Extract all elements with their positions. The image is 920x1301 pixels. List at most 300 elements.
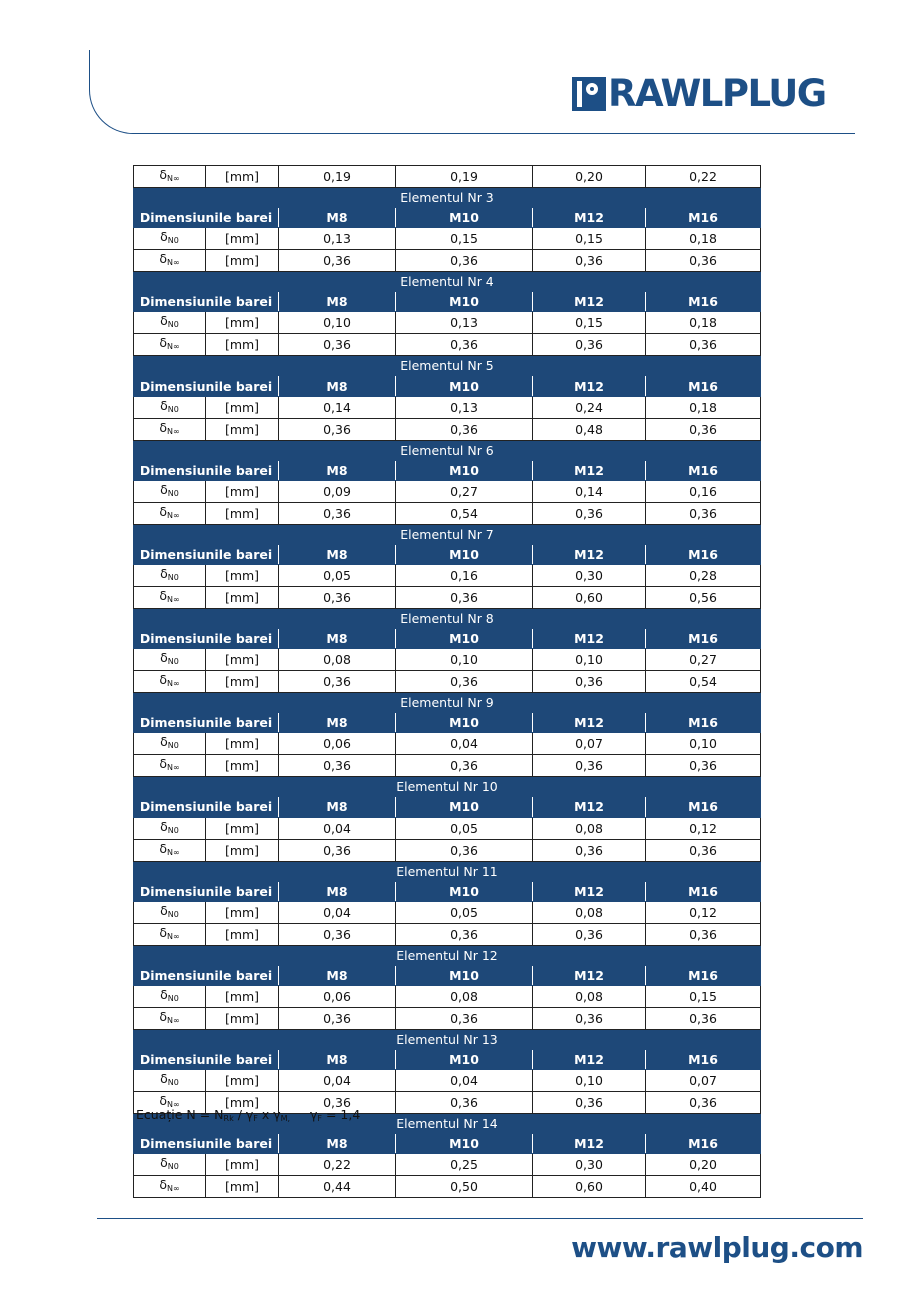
symbol-subscript: N0 — [167, 993, 179, 1003]
header-label: Dimensiunile barei — [134, 881, 279, 901]
value-cell: 0,04 — [279, 1070, 396, 1092]
symbol: δ — [159, 587, 167, 603]
symbol: δ — [159, 251, 167, 267]
symbol-cell — [134, 228, 206, 250]
value-cell: 0,14 — [533, 480, 646, 502]
value-cell: 0,50 — [396, 1176, 533, 1198]
symbol-subscript: N∞ — [167, 510, 180, 520]
value-cell: 0,15 — [533, 228, 646, 250]
value-cell: 0,28 — [646, 564, 761, 586]
symbol-subscript: N0 — [167, 825, 179, 835]
symbol-cell — [134, 839, 206, 861]
value-cell: 0,04 — [396, 733, 533, 755]
unit-cell: [mm] — [206, 901, 279, 923]
table-row — [134, 564, 761, 586]
section-title: Elementul Nr 10 — [134, 777, 761, 797]
unit-cell: [mm] — [206, 1007, 279, 1029]
value-cell: 0,60 — [533, 1176, 646, 1198]
value-cell: 0,15 — [533, 312, 646, 334]
value-cell: 0,36 — [279, 418, 396, 440]
symbol: δ — [160, 650, 168, 666]
size-header: M8 — [279, 1134, 396, 1154]
value-cell: 0,13 — [279, 228, 396, 250]
value-cell: 0,10 — [533, 1070, 646, 1092]
value-cell: 0,36 — [279, 1007, 396, 1029]
symbol-subscript: N∞ — [167, 847, 180, 857]
value-cell: 0,36 — [279, 839, 396, 861]
value-cell: 0,36 — [533, 502, 646, 524]
value-cell: 0,19 — [396, 166, 533, 188]
unit-cell: [mm] — [206, 733, 279, 755]
value-cell: 0,08 — [279, 649, 396, 671]
value-cell: 0,18 — [646, 396, 761, 418]
section-title-row — [134, 524, 761, 544]
section-title: Elementul Nr 6 — [134, 440, 761, 460]
value-cell: 0,10 — [646, 733, 761, 755]
symbol-subscript: N0 — [167, 572, 179, 582]
size-header: M8 — [279, 965, 396, 985]
symbol-subscript: N0 — [167, 657, 179, 667]
header-row — [134, 376, 761, 396]
section-title: Elementul Nr 13 — [134, 1029, 761, 1049]
value-cell: 0,36 — [396, 250, 533, 272]
unit-cell: [mm] — [206, 1092, 279, 1114]
header-row — [134, 797, 761, 817]
symbol-cell — [134, 418, 206, 440]
unit-cell: [mm] — [206, 817, 279, 839]
value-cell: 0,40 — [646, 1176, 761, 1198]
header-label: Dimensiunile barei — [134, 629, 279, 649]
header-label: Dimensiunile barei — [134, 208, 279, 228]
table-row — [134, 649, 761, 671]
value-cell: 0,09 — [279, 480, 396, 502]
table-row — [134, 1007, 761, 1029]
value-cell: 0,24 — [533, 396, 646, 418]
value-cell: 0,19 — [279, 166, 396, 188]
table-row — [134, 1154, 761, 1176]
section-title-row — [134, 608, 761, 628]
symbol-subscript: N0 — [167, 404, 179, 414]
value-cell: 0,54 — [396, 502, 533, 524]
section-title: Elementul Nr 11 — [134, 861, 761, 881]
table-row — [134, 396, 761, 418]
size-header: M16 — [646, 629, 761, 649]
section-title-row — [134, 440, 761, 460]
value-cell: 0,07 — [533, 733, 646, 755]
table-row — [134, 502, 761, 524]
section-title: Elementul Nr 4 — [134, 272, 761, 292]
symbol-cell — [134, 985, 206, 1007]
value-cell: 0,27 — [646, 649, 761, 671]
footer-divider — [97, 1218, 863, 1219]
value-cell: 0,22 — [646, 166, 761, 188]
size-header: M16 — [646, 544, 761, 564]
symbol-cell — [134, 1007, 206, 1029]
unit-cell: [mm] — [206, 564, 279, 586]
size-header: M8 — [279, 1049, 396, 1069]
value-cell: 0,16 — [646, 480, 761, 502]
symbol-cell — [134, 755, 206, 777]
header-label: Dimensiunile barei — [134, 460, 279, 480]
size-header: M12 — [533, 1134, 646, 1154]
value-cell: 0,36 — [279, 502, 396, 524]
value-cell: 0,36 — [646, 334, 761, 356]
value-cell: 0,36 — [533, 671, 646, 693]
logo-text: RAWLPLUG — [608, 72, 826, 115]
value-cell: 0,27 — [396, 480, 533, 502]
table-row — [134, 166, 761, 188]
unit-cell: [mm] — [206, 480, 279, 502]
header-row — [134, 1134, 761, 1154]
symbol-subscript: N∞ — [167, 1015, 180, 1025]
header-label: Dimensiunile barei — [134, 1134, 279, 1154]
value-cell: 0,08 — [533, 817, 646, 839]
symbol-cell — [134, 901, 206, 923]
value-cell: 0,36 — [396, 671, 533, 693]
size-header: M10 — [396, 544, 533, 564]
unit-cell: [mm] — [206, 1070, 279, 1092]
size-header: M16 — [646, 208, 761, 228]
size-header: M12 — [533, 713, 646, 733]
value-cell: 0,08 — [533, 985, 646, 1007]
header-row — [134, 629, 761, 649]
value-cell: 0,36 — [396, 839, 533, 861]
header-label: Dimensiunile barei — [134, 797, 279, 817]
symbol-cell — [134, 396, 206, 418]
symbol-subscript: N∞ — [167, 426, 180, 436]
value-cell: 0,36 — [396, 1092, 533, 1114]
value-cell: 0,36 — [279, 250, 396, 272]
size-header: M10 — [396, 292, 533, 312]
value-cell: 0,18 — [646, 312, 761, 334]
size-header: M8 — [279, 292, 396, 312]
value-cell: 0,07 — [646, 1070, 761, 1092]
section-title-row — [134, 777, 761, 797]
value-cell: 0,54 — [646, 671, 761, 693]
section-title-row — [134, 1029, 761, 1049]
unit-cell: [mm] — [206, 166, 279, 188]
size-header: M16 — [646, 376, 761, 396]
size-header: M8 — [279, 460, 396, 480]
symbol: δ — [160, 229, 168, 245]
value-cell: 0,12 — [646, 901, 761, 923]
symbol: δ — [160, 1155, 168, 1171]
size-header: M8 — [279, 544, 396, 564]
size-header: M10 — [396, 629, 533, 649]
section-title-row — [134, 188, 761, 208]
value-cell: 0,20 — [533, 166, 646, 188]
size-header: M12 — [533, 1049, 646, 1069]
symbol-cell — [134, 817, 206, 839]
header-label: Dimensiunile barei — [134, 292, 279, 312]
header-row — [134, 881, 761, 901]
header-label: Dimensiunile barei — [134, 965, 279, 985]
section-title-row — [134, 945, 761, 965]
symbol: δ — [159, 167, 167, 182]
value-cell: 0,06 — [279, 985, 396, 1007]
symbol-subscript: N∞ — [167, 594, 180, 604]
header-row — [134, 1049, 761, 1069]
value-cell: 0,36 — [396, 586, 533, 608]
size-header: M10 — [396, 1134, 533, 1154]
symbol-subscript: N0 — [167, 741, 179, 751]
symbol-cell — [134, 923, 206, 945]
header-row — [134, 292, 761, 312]
value-cell: 0,25 — [396, 1154, 533, 1176]
value-cell: 0,36 — [646, 839, 761, 861]
value-cell: 0,13 — [396, 312, 533, 334]
size-header: M10 — [396, 460, 533, 480]
value-cell: 0,30 — [533, 1154, 646, 1176]
website-link[interactable]: www.rawlplug.com — [571, 1231, 863, 1264]
symbol-cell — [134, 1154, 206, 1176]
table-row — [134, 923, 761, 945]
value-cell: 0,36 — [533, 1007, 646, 1029]
symbol-cell — [134, 586, 206, 608]
unit-cell: [mm] — [206, 649, 279, 671]
unit-cell: [mm] — [206, 250, 279, 272]
size-header: M16 — [646, 713, 761, 733]
symbol-cell — [134, 564, 206, 586]
size-header: M8 — [279, 208, 396, 228]
table-row — [134, 755, 761, 777]
unit-cell: [mm] — [206, 1154, 279, 1176]
symbol: δ — [159, 840, 167, 856]
symbol: δ — [160, 397, 168, 413]
header-row — [134, 460, 761, 480]
unit-cell: [mm] — [206, 586, 279, 608]
unit-cell: [mm] — [206, 334, 279, 356]
symbol: δ — [159, 503, 167, 519]
size-header: M12 — [533, 292, 646, 312]
value-cell: 0,36 — [396, 1007, 533, 1029]
symbol-subscript: N∞ — [167, 931, 180, 941]
table-row — [134, 228, 761, 250]
value-cell: 0,15 — [396, 228, 533, 250]
symbol-cell — [134, 250, 206, 272]
unit-cell: [mm] — [206, 755, 279, 777]
value-cell: 0,36 — [396, 923, 533, 945]
symbol-cell — [134, 334, 206, 356]
value-cell: 0,18 — [646, 228, 761, 250]
symbol: δ — [160, 565, 168, 581]
symbol-cell — [134, 1070, 206, 1092]
unit-cell: [mm] — [206, 671, 279, 693]
size-header: M12 — [533, 460, 646, 480]
value-cell: 0,05 — [279, 564, 396, 586]
table-row — [134, 312, 761, 334]
value-cell: 0,06 — [279, 733, 396, 755]
table-row — [134, 901, 761, 923]
symbol: δ — [159, 924, 167, 940]
value-cell: 0,12 — [646, 817, 761, 839]
table-row — [134, 418, 761, 440]
value-cell: 0,36 — [646, 502, 761, 524]
symbol-cell — [134, 671, 206, 693]
section-title: Elementul Nr 8 — [134, 608, 761, 628]
equation-note: Ecuație $N = N_{Rk} / \gamma_F$ x $\gamma_{M,}$ $\gamma_F = 1,4$ — [136, 1107, 361, 1123]
value-cell: 0,36 — [533, 250, 646, 272]
size-header: M10 — [396, 208, 533, 228]
value-cell: 0,44 — [279, 1176, 396, 1198]
symbol-subscript: N∞ — [167, 1184, 180, 1194]
size-header: M12 — [533, 881, 646, 901]
value-cell: 0,04 — [279, 817, 396, 839]
size-header: M16 — [646, 965, 761, 985]
table-row — [134, 671, 761, 693]
section-title: Elementul Nr 9 — [134, 693, 761, 713]
symbol: δ — [159, 756, 167, 772]
header-row — [134, 544, 761, 564]
symbol: δ — [160, 986, 168, 1002]
value-cell: 0,36 — [396, 755, 533, 777]
section-title: Elementul Nr 7 — [134, 524, 761, 544]
table-row — [134, 586, 761, 608]
size-header: M12 — [533, 797, 646, 817]
value-cell: 0,20 — [646, 1154, 761, 1176]
size-header: M8 — [279, 376, 396, 396]
value-cell: 0,36 — [533, 923, 646, 945]
section-title: Elementul Nr 14 — [134, 1114, 761, 1134]
symbol: δ — [159, 335, 167, 351]
size-header: M10 — [396, 376, 533, 396]
size-header: M10 — [396, 965, 533, 985]
table-body — [134, 166, 761, 1198]
size-header: M12 — [533, 544, 646, 564]
value-cell: 0,30 — [533, 564, 646, 586]
value-cell: 0,36 — [646, 250, 761, 272]
symbol-subscript: N0 — [167, 1162, 179, 1172]
value-cell: 0,22 — [279, 1154, 396, 1176]
value-cell: 0,36 — [279, 1092, 396, 1114]
value-cell: 0,36 — [533, 839, 646, 861]
symbol-subscript: N0 — [167, 488, 179, 498]
value-cell: 0,56 — [646, 586, 761, 608]
size-header: M10 — [396, 713, 533, 733]
size-header: M16 — [646, 1134, 761, 1154]
table-row — [134, 839, 761, 861]
value-cell: 0,36 — [279, 586, 396, 608]
symbol: δ — [160, 818, 168, 834]
value-cell: 0,05 — [396, 901, 533, 923]
value-cell: 0,36 — [646, 1092, 761, 1114]
symbol: δ — [159, 419, 167, 435]
table-row — [134, 1070, 761, 1092]
unit-cell: [mm] — [206, 418, 279, 440]
value-cell: 0,48 — [533, 418, 646, 440]
rawlplug-logo — [572, 72, 826, 115]
symbol-subscript: N∞ — [167, 1100, 180, 1110]
value-cell: 0,36 — [279, 923, 396, 945]
symbol-cell — [134, 166, 206, 188]
table-row — [134, 1176, 761, 1198]
symbol: δ — [159, 1177, 167, 1193]
size-header: M12 — [533, 376, 646, 396]
symbol: δ — [159, 1093, 167, 1109]
section-title: Elementul Nr 12 — [134, 945, 761, 965]
value-cell: 0,08 — [533, 901, 646, 923]
unit-cell: [mm] — [206, 985, 279, 1007]
table-row — [134, 733, 761, 755]
symbol: δ — [160, 313, 168, 329]
displacement-table — [133, 165, 761, 1198]
symbol-cell — [134, 502, 206, 524]
symbol-cell — [134, 312, 206, 334]
size-header: M16 — [646, 1049, 761, 1069]
section-title: Elementul Nr 3 — [134, 188, 761, 208]
symbol-subscript: N0 — [167, 236, 179, 246]
value-cell: 0,36 — [533, 755, 646, 777]
size-header: M8 — [279, 797, 396, 817]
size-header: M12 — [533, 629, 646, 649]
size-header: M12 — [533, 965, 646, 985]
size-header: M16 — [646, 797, 761, 817]
symbol-subscript: N0 — [167, 1078, 179, 1088]
size-header: M16 — [646, 292, 761, 312]
symbol-subscript: N∞ — [167, 679, 180, 689]
value-cell: 0,36 — [396, 418, 533, 440]
rawlplug-mark-icon — [572, 77, 606, 111]
size-header: M8 — [279, 713, 396, 733]
header-label: Dimensiunile barei — [134, 713, 279, 733]
value-cell: 0,05 — [396, 817, 533, 839]
size-header: M10 — [396, 1049, 533, 1069]
value-cell: 0,36 — [646, 923, 761, 945]
header-row — [134, 965, 761, 985]
size-header: M8 — [279, 629, 396, 649]
unit-cell: [mm] — [206, 923, 279, 945]
section-title-row — [134, 693, 761, 713]
unit-cell: [mm] — [206, 1176, 279, 1198]
symbol: δ — [160, 1071, 168, 1087]
table-row — [134, 250, 761, 272]
section-title-row — [134, 272, 761, 292]
symbol: δ — [159, 1008, 167, 1024]
table-row — [134, 334, 761, 356]
symbol-cell — [134, 649, 206, 671]
value-cell: 0,60 — [533, 586, 646, 608]
value-cell: 0,36 — [279, 755, 396, 777]
size-header: M8 — [279, 881, 396, 901]
unit-cell: [mm] — [206, 839, 279, 861]
header-row — [134, 208, 761, 228]
size-header: M16 — [646, 881, 761, 901]
header-label: Dimensiunile barei — [134, 376, 279, 396]
value-cell: 0,15 — [646, 985, 761, 1007]
symbol-subscript: N∞ — [167, 174, 180, 183]
symbol: δ — [160, 902, 168, 918]
header-label: Dimensiunile barei — [134, 544, 279, 564]
symbol-cell — [134, 733, 206, 755]
symbol-subscript: N∞ — [167, 342, 180, 352]
table-row — [134, 985, 761, 1007]
symbol-subscript: N0 — [167, 909, 179, 919]
header-row — [134, 713, 761, 733]
symbol-cell — [134, 1176, 206, 1198]
symbol-cell — [134, 480, 206, 502]
value-cell: 0,36 — [279, 334, 396, 356]
value-cell: 0,36 — [646, 1007, 761, 1029]
value-cell: 0,36 — [533, 334, 646, 356]
table-row — [134, 480, 761, 502]
value-cell: 0,13 — [396, 396, 533, 418]
value-cell: 0,36 — [646, 418, 761, 440]
unit-cell: [mm] — [206, 396, 279, 418]
symbol-subscript: N∞ — [167, 763, 180, 773]
value-cell: 0,10 — [533, 649, 646, 671]
value-cell: 0,36 — [646, 755, 761, 777]
section-title-row — [134, 861, 761, 881]
